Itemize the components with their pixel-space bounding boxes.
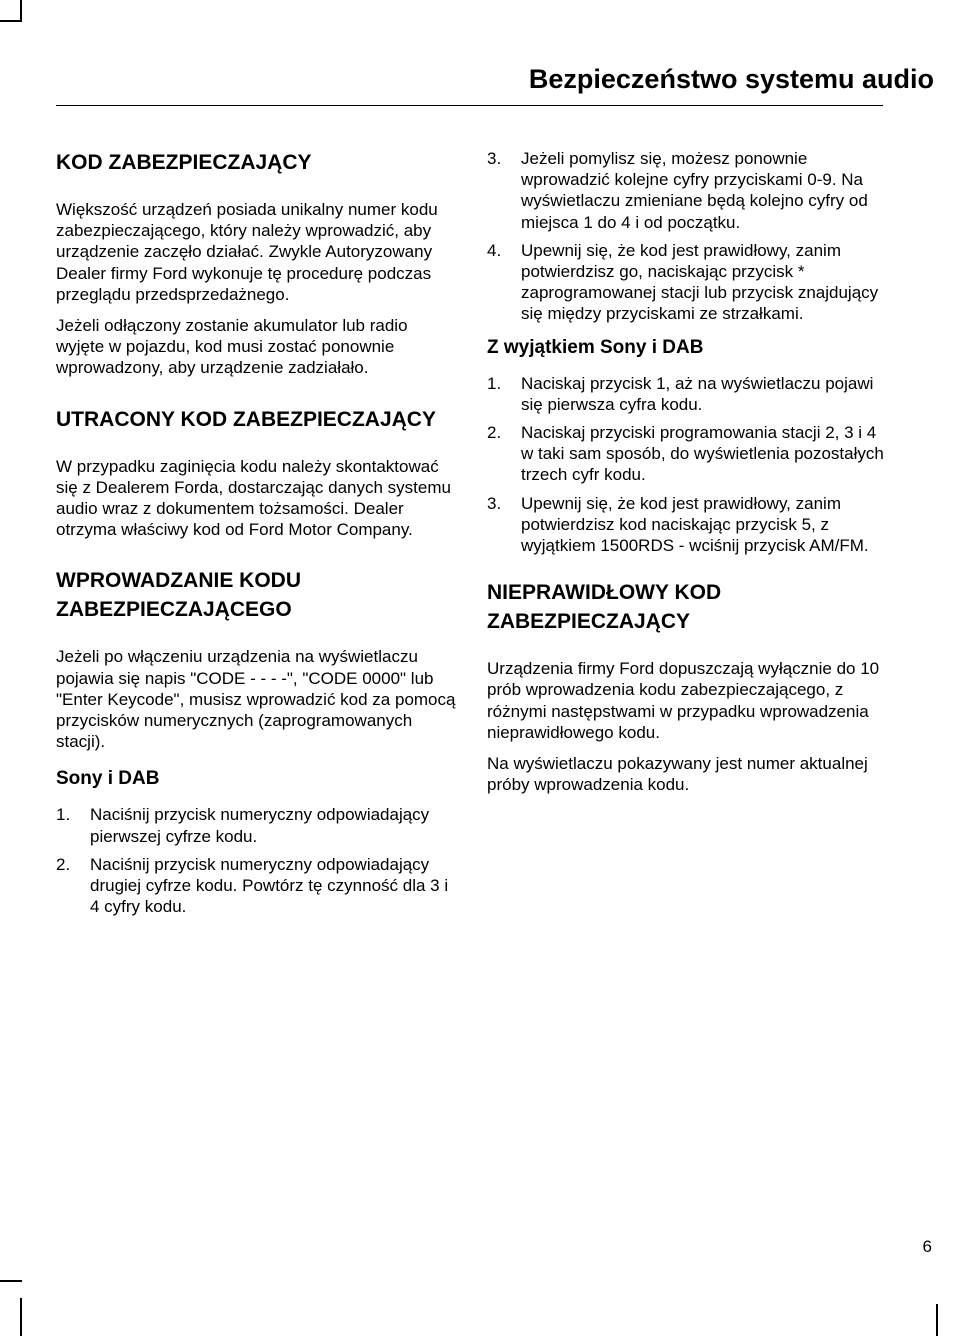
crop-mark-bottom-right <box>936 1304 938 1336</box>
subheading-sony-dab: Sony i DAB <box>56 768 160 790</box>
paragraph: Większość urządzeń posiada unikalny numer kodu zabezpieczającego, który należy wprowadzić, aby urządzenie zaczęło działać. Zwykle Autoryzowany Dealer firmy Ford wykonuje tę procedurę podczas przeglądu przedsprzedażnego. <box>56 200 438 304</box>
paragraph: Na wyświetlaczu pokazywany jest numer aktualnej próby wprowadzenia kodu. <box>487 754 868 795</box>
list-item: 1. Naciśnij przycisk numeryczny odpowiadający pierwszej cyfrze kodu. <box>56 805 430 846</box>
paragraph: Urządzenia firmy Ford dopuszczają wyłącznie do 10 prób wprowadzenia kodu zabezpieczającego, z różnymi następstwami w przypadku wprowadzenia nieprawidłowego kodu. <box>487 659 880 742</box>
crop-mark-top-left <box>20 0 22 22</box>
list-item: 4. Upewnij się, że kod jest prawidłowy, zanim potwierdzisz go, naciskając przycisk * zaprogramowanej stacji lub przycisk znajdujący się między przyciskami ze strzałkami. <box>487 240 879 324</box>
page-title: Bezpieczeństwo systemu audio <box>528 64 934 94</box>
left-column <box>56 148 456 924</box>
paragraph: Jeżeli po włączeniu urządzenia na wyświetlaczu pojawia się napis "CODE - - - -", "CODE 0000" lub "Enter Keycode", musisz wprowadzić kod za pomocą przycisków numerycznych (zaprogramowanych stacji). <box>56 647 456 752</box>
list-item: 1. Naciskaj przycisk 1, aż na wyświetlaczu pojawi się pierwsza cyfra kodu. <box>487 373 874 414</box>
heading-lost-code: UTRACONY KOD ZABEZPIECZAJĄCY <box>56 407 436 431</box>
steps-list-continued <box>487 148 887 325</box>
list-item: 3. Upewnij się, że kod jest prawidłowy, zanim potwierdzisz kod naciskając przycisk 5, z wyjątkiem 1500RDS - wciśnij przycisk AM/FM. <box>487 493 869 556</box>
page-number: 6 <box>922 1237 932 1256</box>
crop-mark-bottom-left-h <box>0 1280 22 1282</box>
list-item: 2. Naciśnij przycisk numeryczny odpowiadający drugiej cyfrze kodu. Powtórz tę czynność dla 3 i 4 cyfry kodu. <box>56 854 449 917</box>
heading-security-code: KOD ZABEZPIECZAJĄCY <box>56 151 312 174</box>
list-item: 2. Naciskaj przyciski programowania stacji 2, 3 i 4 w taki sam sposób, do wyświetlenia pozostałych trzech cyfr kodu. <box>487 423 884 485</box>
right-column <box>487 148 887 795</box>
steps-list <box>56 804 456 917</box>
list-item: 3. Jeżeli pomylisz się, możesz ponownie wprowadzić kolejne cyfry przyciskami 0-9. Na wyświetlaczu zmieniane będą kolejno cyfry od miejsca 1 do 4 i od początku. <box>487 149 868 232</box>
heading-invalid-code: NIEPRAWIDŁOWY KOD ZABEZPIECZAJĄCY <box>487 581 722 634</box>
crop-mark-top-left-h <box>0 20 22 22</box>
paragraph: Jeżeli odłączony zostanie akumulator lub radio wyjęte w pojazdu, kod musi zostać ponownie wprowadzony, aby urządzenie zadziałało. <box>56 316 408 378</box>
heading-entering-code: WPROWADZANIE KODU ZABEZPIECZAJĄCEGO <box>56 569 301 622</box>
subheading-except-sony-dab: Z wyjątkiem Sony i DAB <box>487 336 704 358</box>
title-divider <box>56 105 883 106</box>
crop-mark-bottom-left <box>20 1298 22 1336</box>
steps-list <box>487 373 887 557</box>
paragraph: W przypadku zaginięcia kodu należy skontaktować się z Dealerem Forda, dostarczając danych systemu audio wraz z dokumentem tożsamości. Dealer otrzyma właściwy kod od Ford Motor Company. <box>56 456 451 540</box>
